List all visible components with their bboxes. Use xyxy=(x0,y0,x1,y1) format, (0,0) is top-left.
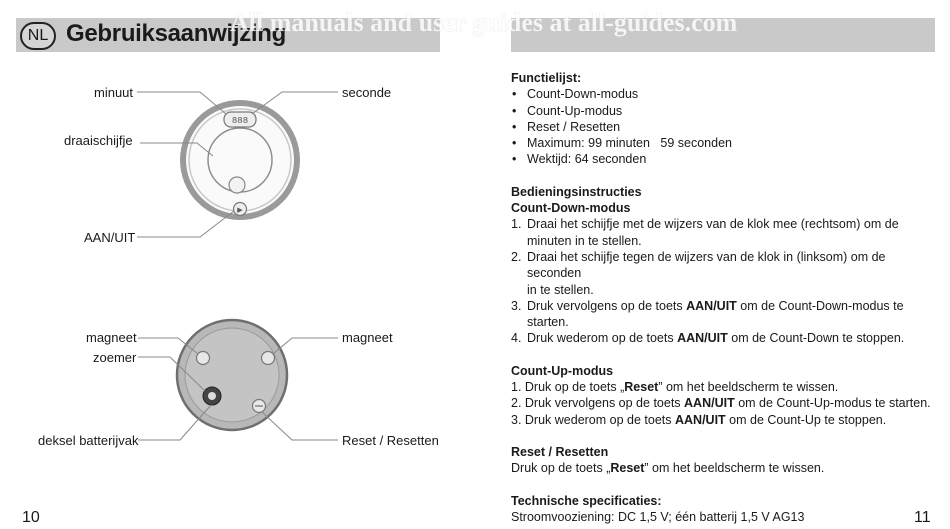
step-key: AAN/UIT xyxy=(686,298,737,313)
page-title: Gebruiksaanwijzing xyxy=(66,20,286,47)
list-item xyxy=(511,298,931,331)
language-badge: NL xyxy=(20,22,56,50)
list-item xyxy=(511,330,931,346)
step-key: Reset xyxy=(624,380,659,395)
timer-front-illustration xyxy=(183,103,297,217)
step-text: ” om het beeldscherm te wissen. xyxy=(644,461,825,476)
leader-reset xyxy=(262,412,338,440)
page-number-left: 10 xyxy=(22,509,40,526)
reset-text xyxy=(511,460,931,476)
label-magneet-right: magneet xyxy=(342,330,393,345)
step-text: om de Count-Down-modus te starten. xyxy=(527,298,904,330)
label-reset: Reset / Resetten xyxy=(342,433,439,448)
list-item: • Maximum: 99 minuten 59 seconden xyxy=(511,135,931,151)
specs-text: Stroomvooziening: DC 1,5 V; één batterij 1,5 V AG13 xyxy=(511,509,805,524)
list-item: • Count-Up-modus xyxy=(511,103,931,119)
label-magneet-left: magneet xyxy=(86,330,137,345)
step-text: 2. Druk vervolgens op de toets xyxy=(511,396,685,411)
step-text: Draai het schijfje met de wijzers van de klok mee (rechtsom) om de xyxy=(527,217,899,232)
list-item xyxy=(511,412,931,428)
list-item: • Count-Down-modus xyxy=(511,86,931,102)
step-number: 3. xyxy=(511,298,522,313)
step-text: ” om het beeldscherm te wissen. xyxy=(658,380,839,395)
step-number: 2. xyxy=(511,249,522,264)
list-item: • Reset / Resetten xyxy=(511,119,931,135)
list-item xyxy=(511,395,931,411)
instructions-column xyxy=(511,70,931,525)
step-text: om de Count-Up te stoppen. xyxy=(725,412,887,427)
step-number: 4. xyxy=(511,331,522,346)
svg-text:888: 888 xyxy=(231,116,249,126)
countup-heading: Count-Up-modus xyxy=(511,363,614,378)
reset-heading: Reset / Resetten xyxy=(511,444,609,459)
step-key: AAN/UIT xyxy=(684,396,735,411)
step-text: 1. Druk op de toets „ xyxy=(511,380,625,395)
step-number: 1. xyxy=(511,217,522,232)
step-text: 3. Druk wederom op de toets xyxy=(511,412,675,427)
step-text: Draai het schijfje tegen de wijzers van de klok in (linksom) om de seconden xyxy=(527,249,886,281)
label-zoemer: zoemer xyxy=(93,350,137,365)
specs-heading: Technische specificaties: xyxy=(511,493,662,508)
watermark: All manuals and user guides at all-guides.com xyxy=(230,8,738,37)
list-item xyxy=(511,379,931,395)
list-item: • Wektijd: 64 seconden xyxy=(511,151,931,167)
bediening-heading: Bedieningsinstructies xyxy=(511,184,642,199)
step-text: minuten in te stellen. xyxy=(527,233,642,248)
label-deksel-batterijvak: deksel batterijvak xyxy=(38,433,139,448)
list-item xyxy=(511,216,931,249)
label-aan-uit: AAN/UIT xyxy=(84,230,136,245)
countdown-heading: Count-Down-modus xyxy=(511,201,631,216)
step-key: AAN/UIT xyxy=(674,412,726,427)
step-key: AAN/UIT xyxy=(677,331,728,346)
functielijst-heading: Functielijst: xyxy=(511,71,582,85)
page-number-right: 11 xyxy=(914,509,931,526)
step-text: Druk vervolgens op de toets xyxy=(527,298,687,313)
step-text: Druk op de toets „ xyxy=(511,461,611,476)
countdown-steps xyxy=(511,216,931,346)
timer-back-illustration xyxy=(177,320,287,430)
label-minuut: minuut xyxy=(94,85,134,100)
label-seconde: seconde xyxy=(342,85,392,100)
label-draaischijfje: draaischijfje xyxy=(64,133,133,148)
step-text: om de Count-Up-modus te starten. xyxy=(734,396,931,411)
list-item xyxy=(511,249,931,298)
functielijst-list xyxy=(511,86,931,167)
svg-text:▶: ▶ xyxy=(237,207,243,214)
step-text: Druk wederom op de toets xyxy=(527,331,678,346)
step-text: in te stellen. xyxy=(527,282,594,297)
step-text: om de Count-Down te stoppen. xyxy=(727,331,905,346)
step-key: Reset xyxy=(610,461,645,476)
